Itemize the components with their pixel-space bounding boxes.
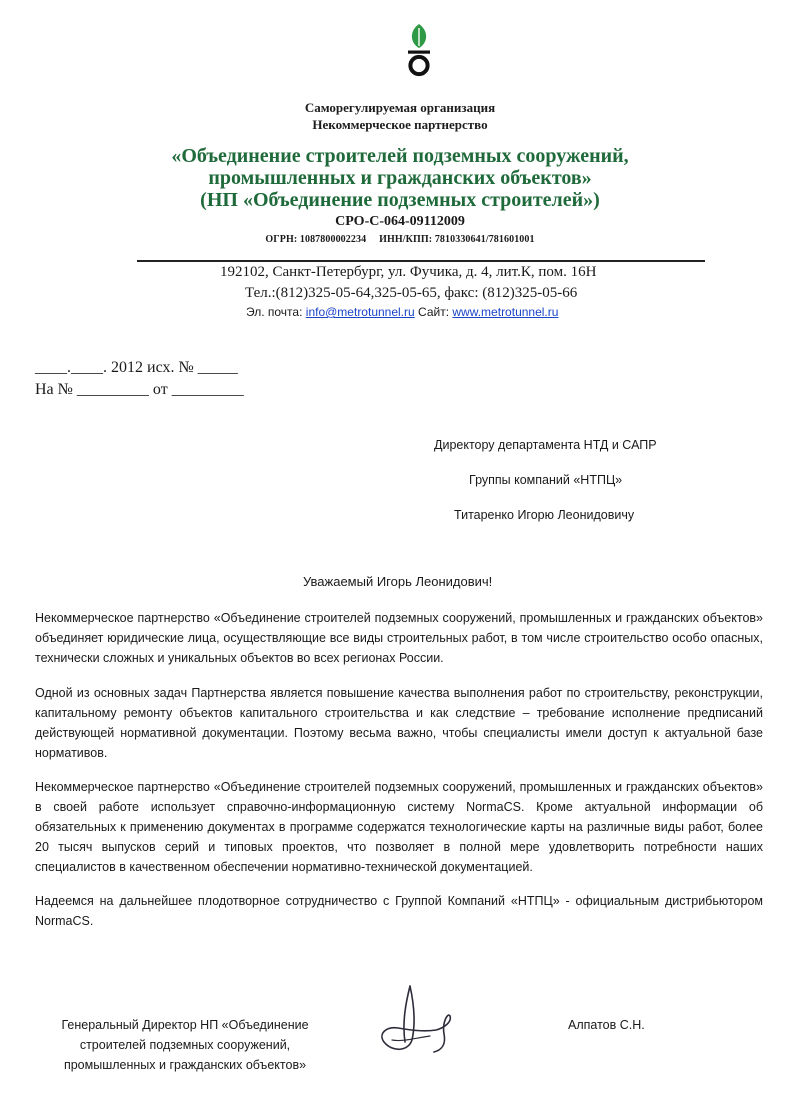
recipient-line2: Группы компаний «НТПЦ» — [469, 473, 623, 487]
site-label: Сайт: — [418, 305, 450, 319]
sro-number: СРО-С-064-09112009 — [335, 214, 465, 229]
signatory-name: Алпатов С.Н. — [568, 1018, 645, 1032]
org-type: Саморегулируемая организация — [304, 100, 496, 115]
signatory-title — [50, 1015, 320, 1075]
signature-icon — [372, 982, 464, 1062]
org-name-short: (НП «Объединение подземных строителей») — [200, 189, 600, 211]
email-label: Эл. почта: — [246, 305, 303, 319]
address: 192102, Санкт-Петербург, ул. Фучика, д. 4, лит.К, пом. 16Н — [220, 264, 597, 280]
greeting: Уважаемый Игорь Леонидович! — [303, 574, 493, 589]
outgoing-number: ____.____. 2012 исх. № _____ — [35, 359, 238, 376]
paragraph-1: Некоммерческое партнерство «Объединение строителей подземных сооружений, промышленных и гражданских объектов» объединяет юридические лица, осуществляющие все виды строительных работ, в том числе строительство особо опасных, технически сложных и уникальных объектов во всех регионах России. — [35, 611, 763, 665]
recipient-line1: Директору департамента НТД и САПР — [434, 438, 657, 452]
site-link[interactable]: www.metrotunnel.ru — [452, 305, 559, 319]
phones: Тел.:(812)325-05-64,325-05-65, факс: (812)325-05-66 — [245, 285, 578, 301]
org-name-line2: промышленных и гражданских объектов» — [208, 167, 592, 189]
contacts-line — [246, 304, 558, 320]
org-name-line1: «Объединение строителей подземных сооружений, — [171, 145, 629, 167]
signatory-title-line3: промышленных и гражданских объектов» — [63, 1058, 307, 1072]
ogrn-inn: ОГРН: 1087800002234 ИНН/КПП: 7810330641/781601001 — [265, 234, 535, 245]
recipient-line3: Титаренко Игорю Леонидовичу — [454, 508, 635, 522]
signatory-title-line2: строителей подземных сооружений, — [79, 1038, 291, 1052]
paragraph-2: Одной из основных задач Партнерства является повышение качества выполнения работ по строительству, реконструкции, капитальному ремонту объектов капитального строительства и как следствие – требование исполнение предписаний действующей нормативной документации. Поэтому весьма важно, чтобы специалисты имели доступ к актуальной базе нормативов. — [35, 686, 763, 760]
signatory-title-line1: Генеральный Директор НП «Объединение — [61, 1018, 309, 1032]
leaf-logo-icon — [399, 22, 439, 78]
org-form: Некоммерческое партнерство — [312, 117, 488, 132]
incoming-reference: На № _________ от _________ — [35, 381, 244, 398]
email-link[interactable]: info@metrotunnel.ru — [305, 305, 415, 319]
paragraph-4: Надеемся на дальнейшее плодотворное сотрудничество с Группой Компаний «НТПЦ» - официальным дистрибьютором NormaCS. — [35, 894, 763, 928]
paragraph-3: Некоммерческое партнерство «Объединение строителей подземных сооружений, промышленных и гражданских объектов» в своей работе использует справочно-информационную систему NormaCS. Кроме актуальной информации об обязательных к применению документах в программе содержатся технологические карты на различные виды работ, более 20 тысяч выпусков серий и типовых проектов, что позволяет в полной мере удовлетворить потребности наших специалистов в качественном обеспечении нормативно-технической документацией. — [35, 780, 763, 874]
